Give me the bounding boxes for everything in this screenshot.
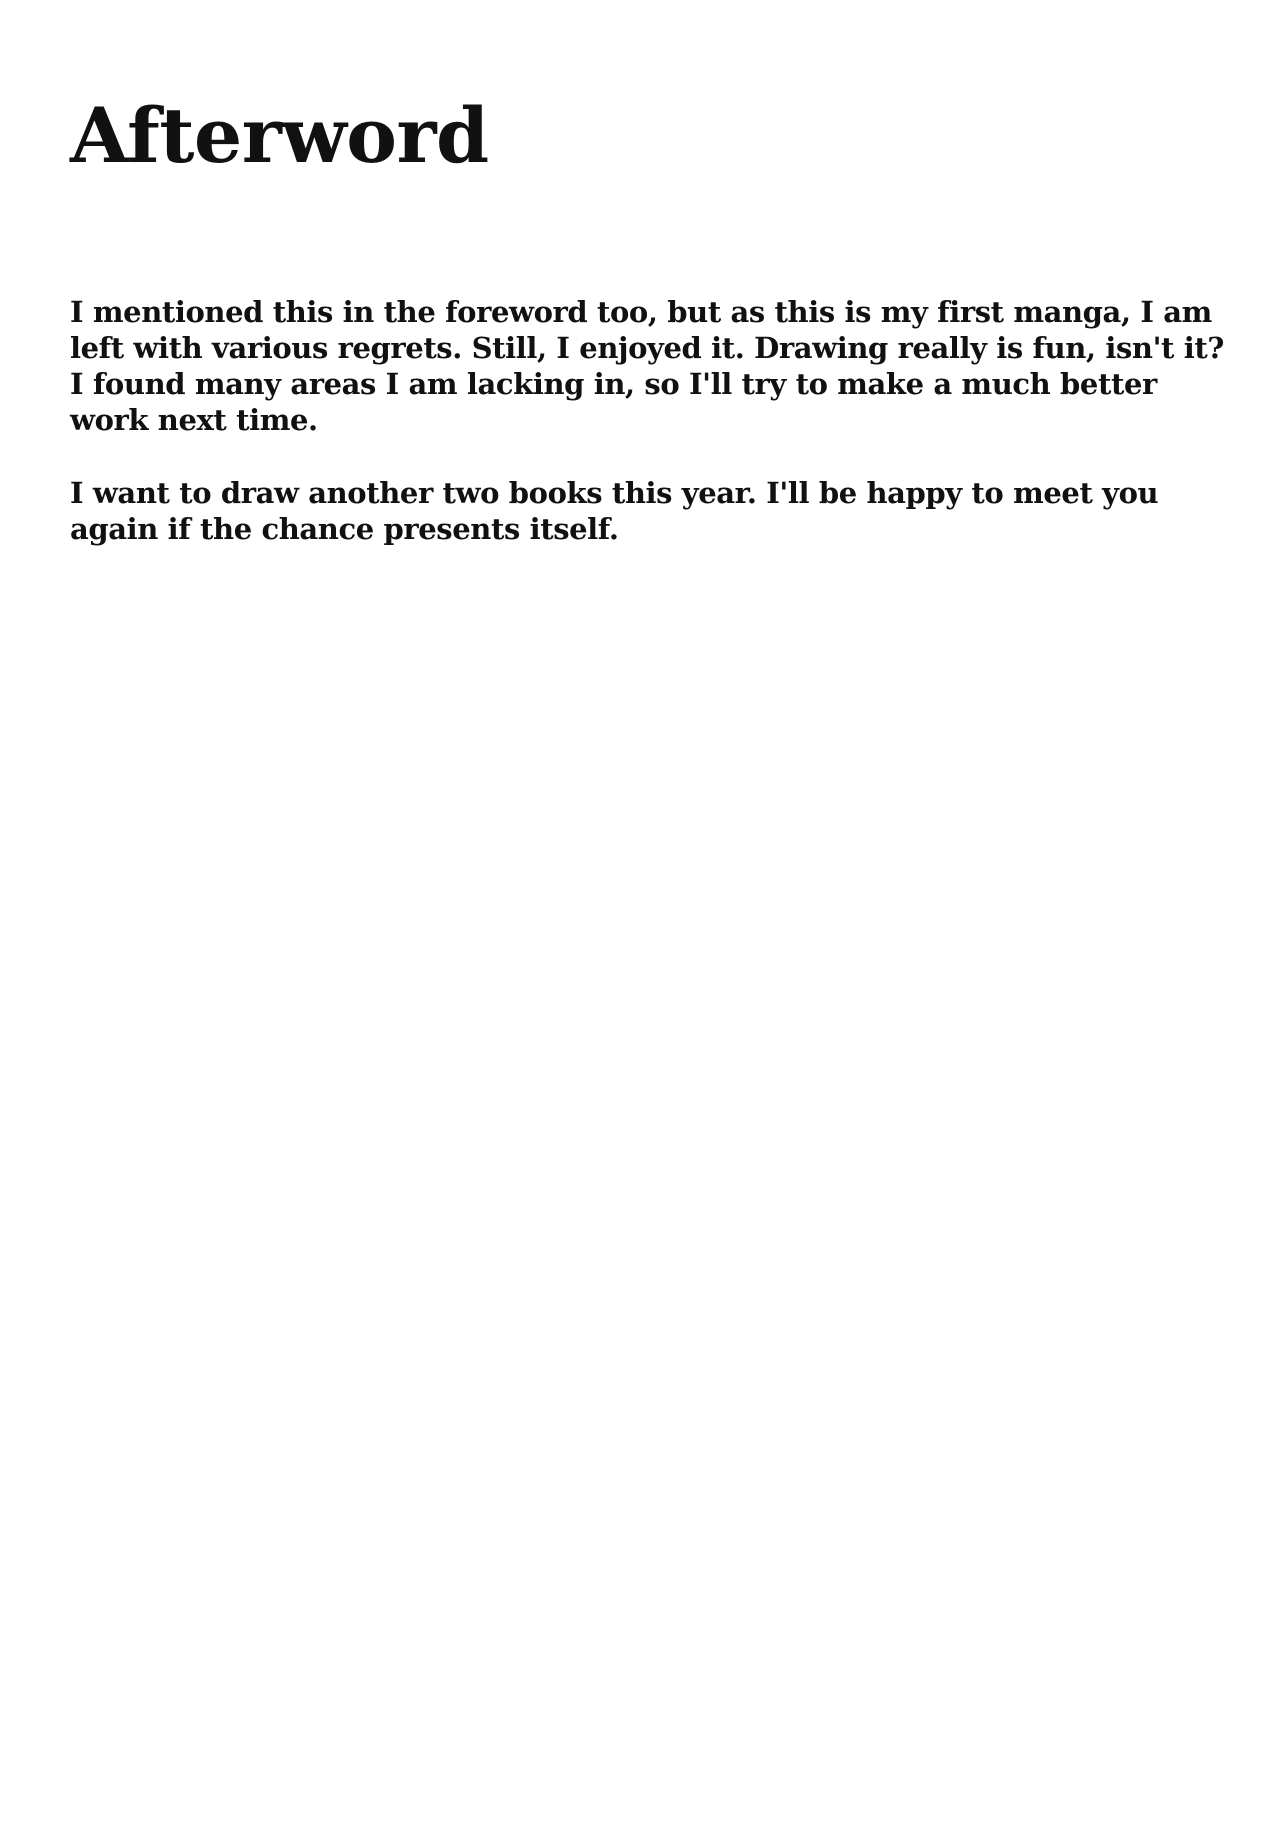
paragraph-regrets: I mentioned this in the foreword too, but as this is my first manga, I am left with various regrets. Still, I enjoyed it. Drawing really is fun, isn't it? I found many areas I am lacking in, so I'll try to make a much better work next time. — [70, 295, 1224, 437]
page-title: Afterword — [70, 91, 489, 180]
afterword-body — [70, 294, 1230, 547]
paragraph-future-plans: I want to draw another two books this year. I'll be happy to meet you again if the chance presents itself. — [70, 476, 1159, 546]
